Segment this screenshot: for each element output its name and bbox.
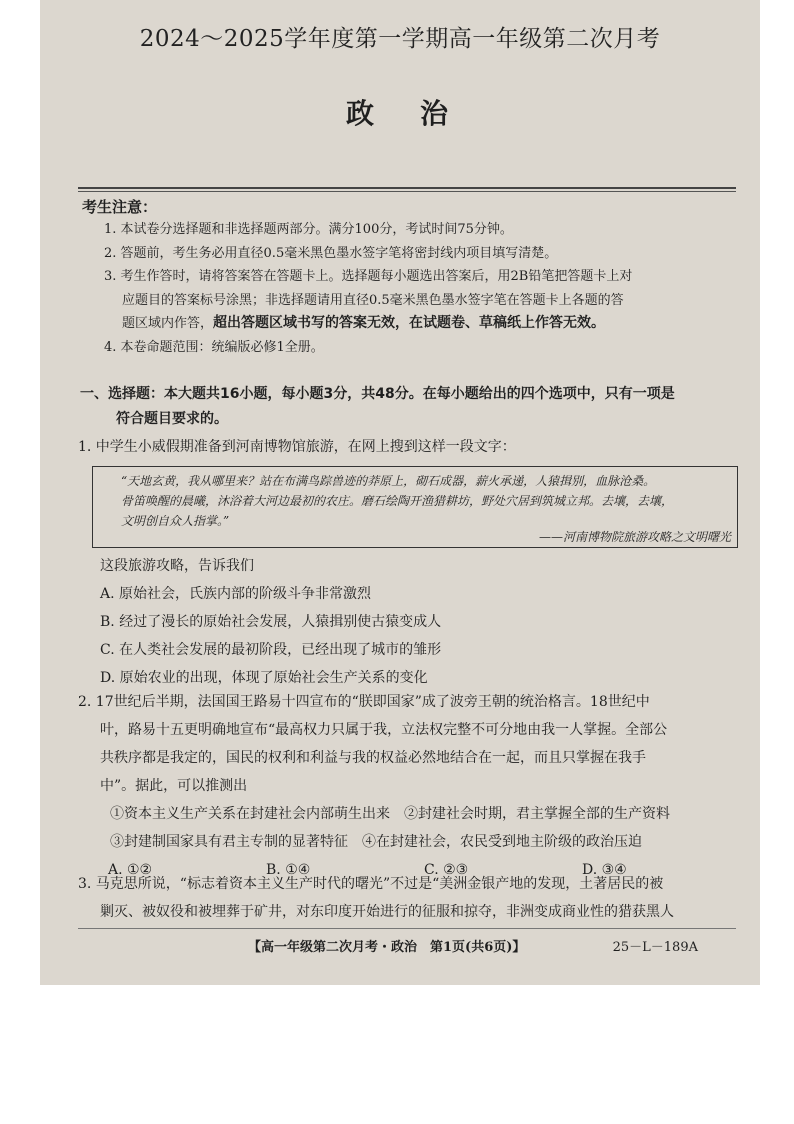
notice-item: 1. 本试卷分选择题和非选择题两部分。满分100分，考试时间75分钟。 bbox=[104, 222, 513, 237]
section-heading-line: 符合题目要求的。 bbox=[116, 411, 228, 427]
question-2-line: 2. 17世纪后半期，法国国王路易十四宣布的“朕即国家”成了波旁王朝的统治格言。18世纪中 bbox=[78, 694, 650, 710]
option-c: C. 在人类社会发展的最初阶段，已经出现了城市的雏形 bbox=[100, 642, 442, 658]
question-3 bbox=[78, 870, 742, 926]
question-1-body bbox=[100, 552, 740, 692]
quote-line: “天地玄黄，我从哪里来？站在布满鸟踪兽迹的莽原上，砌石成器，薪火承递，人猿揖别，血脉沧桑。 bbox=[121, 474, 656, 488]
section-heading-line: 一、选择题：本大题共16小题，每小题3分，共48分。在每小题给出的四个选项中，只有一项是 bbox=[80, 386, 675, 402]
statement-line: ③封建制国家具有君主专制的显著特征 ④在封建社会，农民受到地主阶级的政治压迫 bbox=[110, 834, 642, 850]
exam-title: 2024～2025学年度第一学期高一年级第二次月考 bbox=[139, 26, 661, 52]
question-2 bbox=[78, 688, 742, 884]
notice-list bbox=[104, 218, 734, 359]
notice-heading: 考生注意： bbox=[82, 198, 158, 216]
question-3-line: 3. 马克思所说，“标志着资本主义生产时代的曙光”不过是“美洲金银产地的发现，土著居民的被 bbox=[78, 876, 664, 892]
notice-item-cont: 应题目的答案标号涂黑；非选择题请用直径0.5毫米黑色墨水签字笔在答题卡上各题的答 bbox=[122, 292, 624, 308]
exam-paper-photo bbox=[40, 0, 760, 985]
quote-line: 骨笛唤醒的晨曦，沐浴着大河边最初的农庄。磨石绘陶开渔猎耕坊，野处穴居到筑城立邦。去壤，去壤， bbox=[121, 494, 674, 508]
notice-item-cont-text: 题区域内作答， bbox=[122, 316, 214, 331]
question-3-line: 剿灭、被奴役和被埋葬于矿井，对东印度开始进行的征服和掠夺，非洲变成商业性的猎获黑人 bbox=[100, 904, 674, 920]
choice-a: A. ①② bbox=[108, 862, 153, 878]
section-heading bbox=[80, 382, 740, 432]
choice-d: D. ③④ bbox=[582, 862, 627, 878]
statement-line: ①资本主义生产关系在封建社会内部萌生出来 ②封建社会时期，君主掌握全部的生产资料 bbox=[110, 806, 670, 822]
notice-item: 3. 考生作答时，请将答案答在答题卡上。选择题每小题选出答案后，用2B铅笔把答题卡上对 bbox=[104, 269, 633, 284]
option-d: D. 原始农业的出现，体现了原始社会生产关系的变化 bbox=[100, 670, 428, 686]
footer-divider bbox=[78, 928, 736, 929]
quote-text bbox=[121, 471, 726, 531]
question-1-stem: 1. 中学生小威假期准备到河南博物馆旅游，在网上搜到这样一段文字： bbox=[78, 439, 516, 455]
notice-emphasis: 超出答题区域书写的答案无效，在试题卷、草稿纸上作答无效。 bbox=[213, 315, 606, 331]
quote-box bbox=[92, 466, 738, 548]
question-lead: 这段旅游攻略，告诉我们 bbox=[100, 558, 254, 574]
question-2-line: 中”。据此，可以推测出 bbox=[100, 778, 248, 794]
notice-item: 2. 答题前，考生务必用直径0.5毫米黑色墨水签字笔将密封线内项目填写清楚。 bbox=[104, 245, 558, 261]
page-footer: 【高一年级第二次月考・政治 第1页(共6页)】 bbox=[248, 940, 526, 955]
choice-c: C. ②③ bbox=[424, 862, 469, 878]
notice-item-cont bbox=[104, 312, 734, 336]
quote-line: 文明创自众人指掌。” bbox=[121, 514, 230, 528]
option-a: A. 原始社会，氏族内部的阶级斗争非常激烈 bbox=[100, 586, 372, 602]
paper-code: 25－L－189A bbox=[612, 940, 698, 955]
question-2-line: 共秩序都是我定的，国民的权利和利益与我的权益必然地结合在一起，而且只掌握在我手 bbox=[100, 750, 646, 766]
option-b: B. 经过了漫长的原始社会发展，人猿揖别使古猿变成人 bbox=[100, 614, 442, 630]
header-divider bbox=[78, 187, 736, 189]
choice-b: B. ①④ bbox=[266, 862, 311, 878]
question-2-line: 叶，路易十五更明确地宣布“最高权力只属于我，立法权完整不可分地由我一人掌握。全部公 bbox=[100, 722, 668, 738]
notice-item: 4. 本卷命题范围：统编版必修1全册。 bbox=[104, 339, 324, 355]
subject-title: 政治 bbox=[345, 97, 494, 130]
quote-source: ——河南博物院旅游攻略之文明曙光 bbox=[538, 530, 731, 544]
header-divider-thin bbox=[78, 191, 736, 192]
